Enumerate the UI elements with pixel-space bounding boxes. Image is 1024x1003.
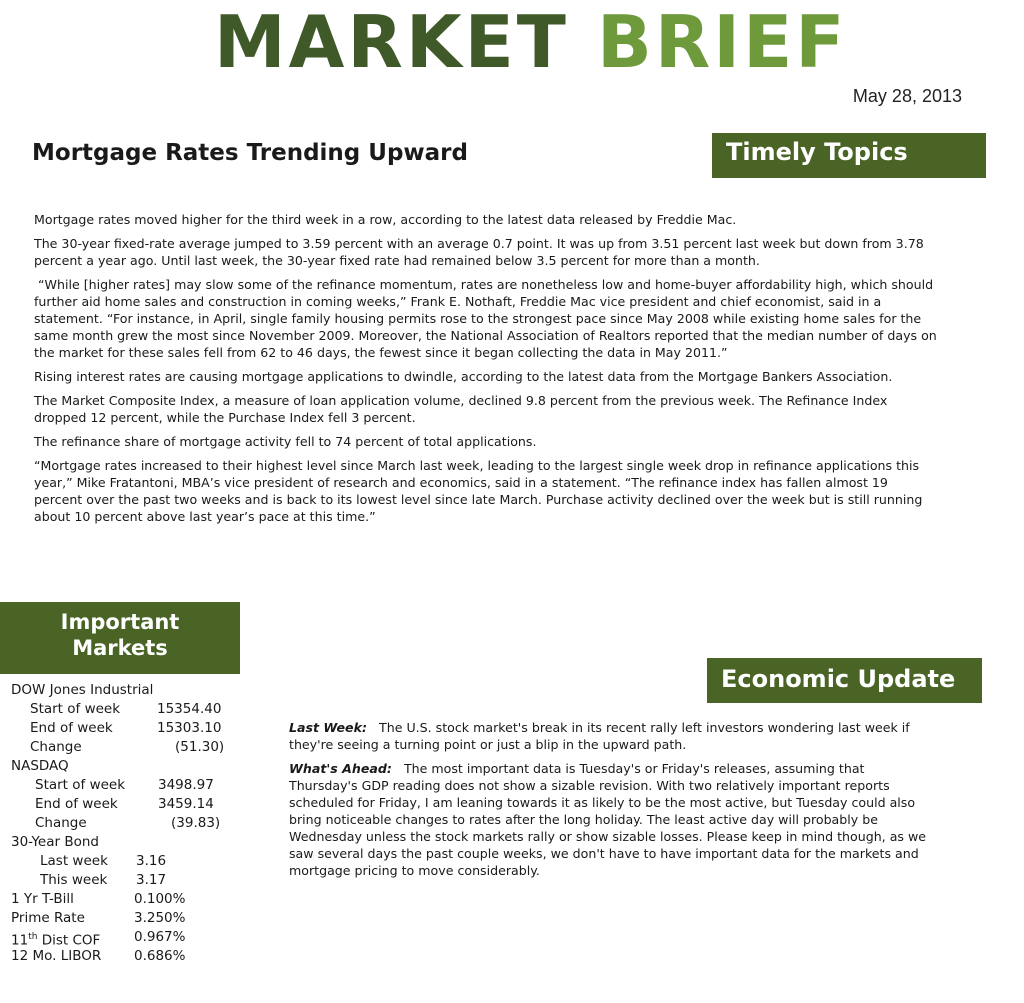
markets-table [11,681,251,966]
article-paragraph: The Market Composite Index, a measure of loan application volume, declined 9.8 percent from the previous week. The Refinance Index dropped 12 percent, while the Purchase Index fell 3 percent. [34,393,888,425]
market-row-tbill [11,890,251,909]
article-paragraph: Mortgage rates moved higher for the third week in a row, according to the latest data released by Freddie Mac. [34,212,737,227]
market-row [11,814,251,833]
last-week-text: The U.S. stock market's break in its recent rally left investors wondering last week if they're seeing a turning point or just a blip in the upward path. [289,720,910,752]
market-value: 3498.97 [158,777,214,793]
whats-ahead-paragraph [289,760,935,879]
market-sublabel: Change [35,815,87,831]
article-body [34,211,940,532]
market-sublabel: Start of week [30,701,121,717]
last-week-lead: Last Week: [289,720,368,735]
market-row [11,700,251,719]
market-value: 3.16 [136,853,167,869]
market-row-bond [11,833,251,852]
market-sublabel: End of week [35,796,118,812]
masthead-title [214,2,847,82]
market-value: 3459.14 [158,796,214,812]
market-sublabel: Start of week [35,777,126,793]
economic-update-body [289,719,935,886]
whats-ahead-text: The most important data is Tuesday's or Friday's releases, assuming that Thursday's GDP reading does not show a sizable revision. With two relatively important reports scheduled for Friday, I am leaning towards it as likely to be the most active, but Tuesday could also bring noticeable changes to rates after the long holiday. The least active day will probably be Wednesday unless the stock markets rally or show sizable losses. Please keep in mind though, as we saw several days the past couple weeks, we don't have to have important data for the markets and mortgage pricing to move considerably. [289,761,927,878]
whats-ahead-lead: What's Ahead: [289,761,392,776]
important-markets-banner [0,602,240,674]
article-paragraph: Rising interest rates are causing mortgage applications to dwindle, according to the latest data from the Mortgage Bankers Association. [34,369,893,384]
market-value: 15354.40 [157,701,222,717]
masthead-word-brief: BRIEF [596,0,848,84]
important-markets-title-line2: Markets [72,636,168,660]
market-value: 0.967% [134,929,186,945]
article-headline: Mortgage Rates Trending Upward [32,140,468,166]
market-sublabel: Last week [40,853,108,869]
article-paragraph: “While [higher rates] may slow some of the refinance momentum, rates are nonetheless low and home-buyer affordability high, which should further aid home sales and construction in coming weeks,” Frank E. Nothaft, Freddie Mac vice president and chief economist, said in a statement. “For instance, in April, single family housing permits rose to the strongest pace since May 2008 while existing home sales for the same month grew the most since November 2009. Moreover, the National Association of Realtors reported that the median number of days on the market for these sales fell from 62 to 46 days, the fewest since it began collecting the data in May 2011.” [34,277,937,360]
market-row [11,871,251,890]
market-label-cof: 11th Dist COF [11,932,101,949]
market-sublabel: Change [30,739,82,755]
market-value: 3.17 [136,872,167,888]
market-value: (39.83) [171,815,221,831]
economic-update-banner: Economic Update [707,658,982,703]
market-row [11,719,251,738]
market-value: 0.100% [134,891,186,907]
market-label-tbill: 1 Yr T-Bill [11,891,74,907]
market-value: 3.250% [134,910,186,926]
market-row-libor [11,947,251,966]
market-label-prime: Prime Rate [11,910,85,926]
market-sublabel: This week [40,872,108,888]
issue-date: May 28, 2013 [852,86,962,106]
market-row-cof [11,928,251,947]
market-row [11,795,251,814]
market-row-dow [11,681,251,700]
market-sublabel: End of week [30,720,113,736]
market-label-bond: 30-Year Bond [11,834,99,850]
market-row [11,852,251,871]
market-value: (51.30) [175,739,225,755]
market-value: 0.686% [134,948,186,964]
market-label-libor: 12 Mo. LIBOR [11,948,102,964]
last-week-paragraph [289,719,935,753]
market-value: 15303.10 [157,720,222,736]
market-label-nasdaq: NASDAQ [11,758,69,774]
masthead-word-market: MARKET [214,0,569,84]
important-markets-title-line1: Important [60,610,180,634]
market-row-nasdaq [11,757,251,776]
article-paragraph: The 30-year fixed-rate average jumped to 3.59 percent with an average 0.7 point. It was up from 3.51 percent last week but down from 3.78 percent a year ago. Until last week, the 30-year fixed rate had remained below 3.5 percent for more than a month. [34,236,924,268]
market-row [11,738,251,757]
article-paragraph: The refinance share of mortgage activity fell to 74 percent of total applications. [34,434,537,449]
article-paragraph: “Mortgage rates increased to their highest level since March last week, leading to the largest single week drop in refinance applications this year,” Mike Fratantoni, MBA’s vice president of research and economics, said in a statement. “The refinance index has fallen almost 19 percent over the past two weeks and is back to its lowest level since late March. Purchase activity declined over the week but is still running about 10 percent above last year’s pace at this time.” [34,458,923,524]
market-label-dow: DOW Jones Industrial [11,682,154,698]
market-row-prime [11,909,251,928]
timely-topics-banner: Timely Topics [712,133,986,178]
market-row [11,776,251,795]
